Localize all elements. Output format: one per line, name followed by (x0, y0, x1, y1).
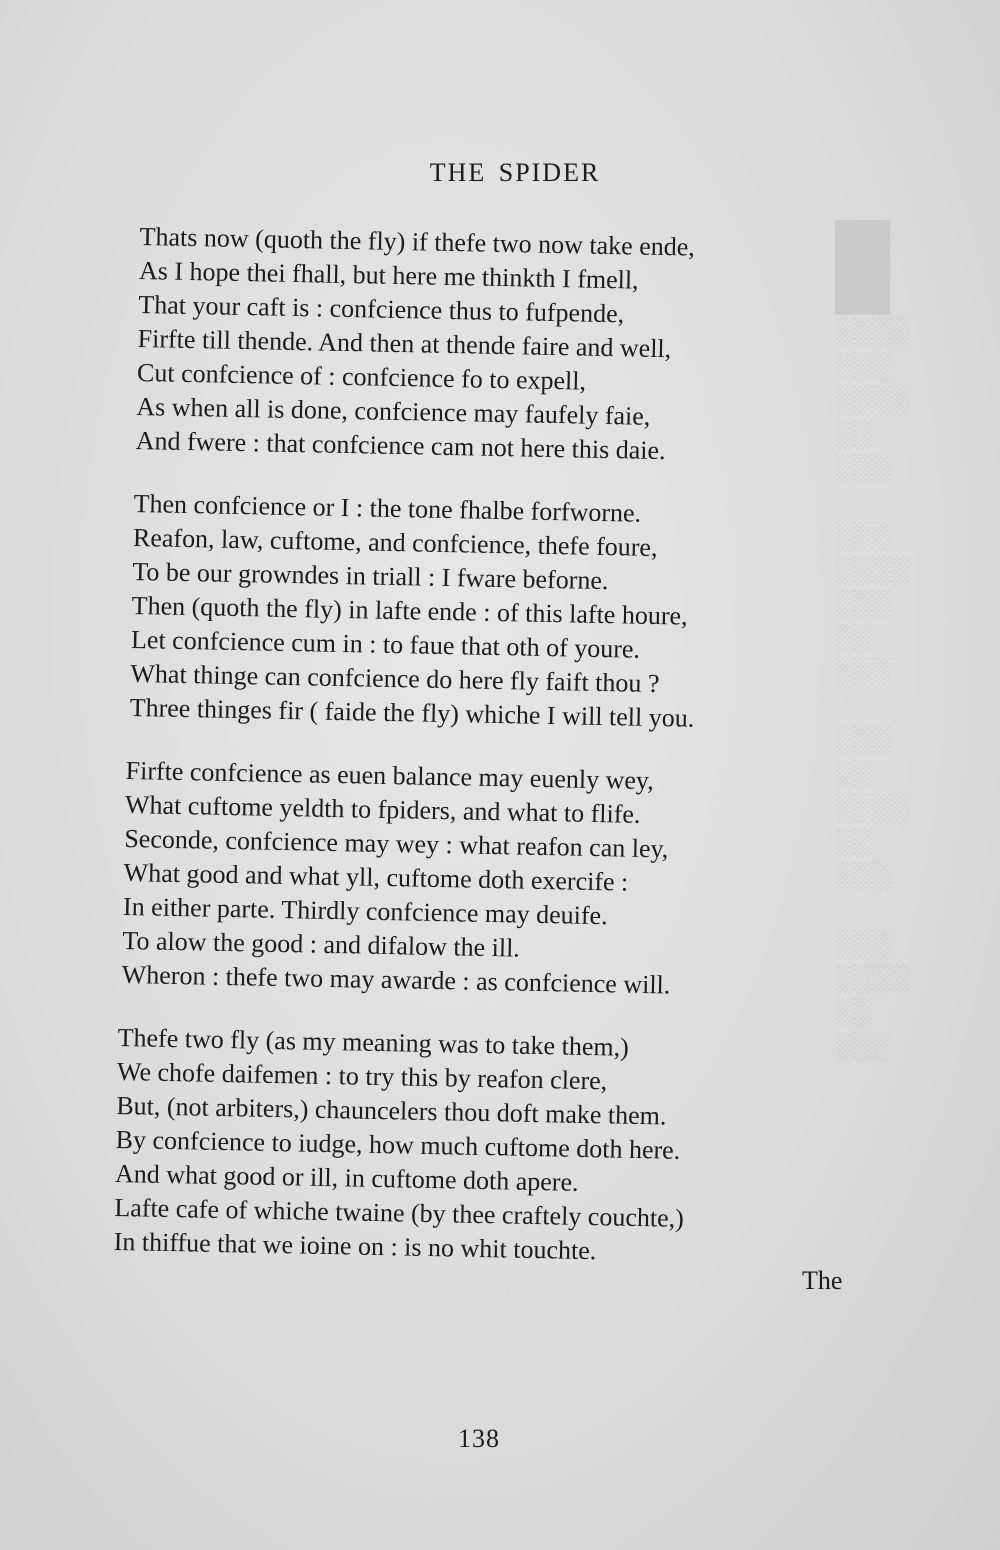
verse-line: In thiffue that we ioine on : is no whit touchte. (113, 1226, 597, 1266)
running-head: THE SPIDER (429, 158, 601, 187)
verse-line: By confcience to iudge, how much cuftome doth here. (115, 1124, 681, 1165)
verse-line: Lafte cafe of whiche twaine (by thee craftely couchte,) (114, 1192, 685, 1233)
verse-line: To alow the good : and difalow the ill. (122, 925, 521, 963)
stanza-3 (121, 754, 845, 1006)
catchword: The (802, 1266, 843, 1295)
verse-line: Thefe two fly (as my meaning was to take them,) (117, 1022, 630, 1062)
verse-line: Reafon, law, cuftome, and confcience, thefe foure, (132, 522, 658, 563)
verse-line: Let confcience cum in : to faue that oth of youre. (130, 624, 641, 664)
verse-line: Firfte confcience as euen balance may euenly wey, (125, 755, 655, 796)
verse-line: As I hope thei fhall, but here me thinkth I fmell, (138, 255, 639, 295)
verse-line: Then confcience or I : the tone fhalbe forfworne. (133, 488, 642, 528)
verse-line: Then (quoth the fly) in lafte ende : of this lafte houre, (131, 590, 688, 631)
show-through-shadow: █ ░░░░ ░░░ ░░░░ ░░ ░░░ ░░░ ░░░░ ░░░ ░░ ░░░ ░░░ ░░ ░░░░ ░░ ░░░ ░░░ ░░░░ ░░ ░░░ (835, 221, 909, 1060)
verse-line: As when all is done, confcience may faufely faie, (136, 391, 651, 431)
verse-line: What cuftome yeldth to fpiders, and what to flife. (124, 789, 641, 829)
verse-line: To be our growndes in triall : I fware beforne. (132, 556, 609, 596)
verse-line: In either parte. Thirdly confcience may deuife. (122, 891, 608, 931)
verse-line: What good and what yll, cuftome doth exercife : (123, 857, 629, 897)
verse-line: Cut confcience of : confcience fo to expell, (136, 357, 587, 396)
stanza-1 (135, 220, 859, 472)
stanza-4 (113, 1021, 837, 1273)
verse-line: And fwere : that confcience cam not here this daie. (135, 425, 666, 466)
stanza-2 (129, 487, 853, 739)
verse-line: And what good or ill, in cuftome doth apere. (114, 1158, 579, 1197)
verse-line: What thinge can confcience do here fly faift thou ? (130, 658, 660, 699)
verse-line: That your caft is : confcience thus to fufpende, (138, 289, 625, 329)
page-number: 138 (458, 1424, 500, 1453)
verse-line: Firfte till thende. And then at thende faire and well, (137, 323, 672, 364)
verse-line: Wheron : thefe two may awarde : as confcience will. (121, 959, 671, 1000)
verse-line: We chofe daifemen : to try this by reafon clere, (116, 1056, 608, 1096)
verse-line: But, (not arbiters,) chauncelers thou doft make them. (116, 1090, 667, 1131)
verse-line: Thats now (quoth the fly) if thefe two now take ende, (139, 221, 696, 262)
verse-line: Three thinges fir ( faide the fly) whiche I will tell you. (129, 692, 695, 733)
verse-line: Seconde, confcience may wey : what reafon can ley, (124, 823, 669, 864)
